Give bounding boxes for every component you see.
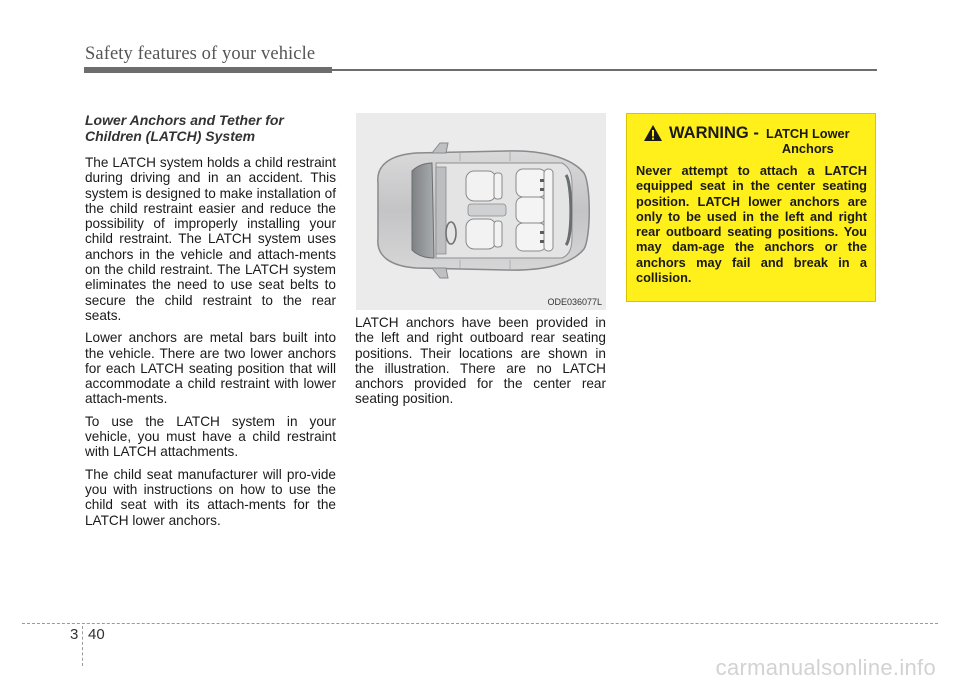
warning-label: WARNING -	[669, 124, 759, 142]
watermark: carmanualsonline.info	[715, 655, 936, 680]
running-header: Safety features of your vehicle	[85, 44, 316, 64]
column-middle-text	[355, 315, 606, 414]
header-rule-thin	[332, 69, 877, 71]
vehicle-illustration	[356, 113, 606, 310]
footer-rule	[22, 623, 938, 624]
header-rule-thick	[84, 67, 332, 73]
car-top-view-illustration	[356, 113, 606, 310]
warning-triangle-icon	[643, 124, 663, 142]
warning-subject: LATCH Lower Anchors	[766, 126, 850, 156]
paragraph-latch-intro: The LATCH system holds a child restraint during driving and in an accident. This system is designed to make installation of the child restraint easier and reduce the possibility of improperly installing your child restraint. The LATCH system uses anchors in the vehicle and attach-ments on the child restraint. The LATCH system eliminates the need to use seat belts to secure the child restraint to the rear seats.	[85, 155, 336, 323]
paragraph-latch-requirement: To use the LATCH system in your vehicle, you must have a child restraint with LATCH attachments.	[85, 413, 336, 460]
warning-message: Never attempt to attach a LATCH equipped seat in the center seating position. LATCH lower anchors are only to be used in the left and right rear outboard seating positions. You may dam-age the anchors or the anchors may fail and break in a collision.	[636, 163, 867, 286]
paragraph-lower-anchors: Lower anchors are metal bars built into the vehicle. There are two lower anchors for each LATCH seating position that will accommodate a child restraint with lower attach-ments.	[85, 330, 336, 407]
paragraph-manufacturer-instructions: The child seat manufacturer will pro-vide you with instructions on how to use the child seat with its attach-ments for the LATCH lower anchors.	[85, 466, 336, 528]
page-number: 40	[88, 626, 105, 643]
section-heading: Lower Anchors and Tether for Children (LATCH) System	[85, 112, 284, 144]
paragraph-anchor-locations: LATCH anchors have been provided in the left and right outboard rear seating positions. Their locations are shown in the illustration. There are no LATCH anchors provided for the center rear seating position.	[355, 315, 606, 407]
warning-box	[626, 113, 876, 302]
chapter-number: 3	[70, 626, 79, 643]
footer-divider	[82, 626, 83, 666]
warning-header	[643, 123, 867, 156]
figure-caption: ODE036077L	[547, 297, 602, 307]
column-left	[85, 112, 336, 535]
